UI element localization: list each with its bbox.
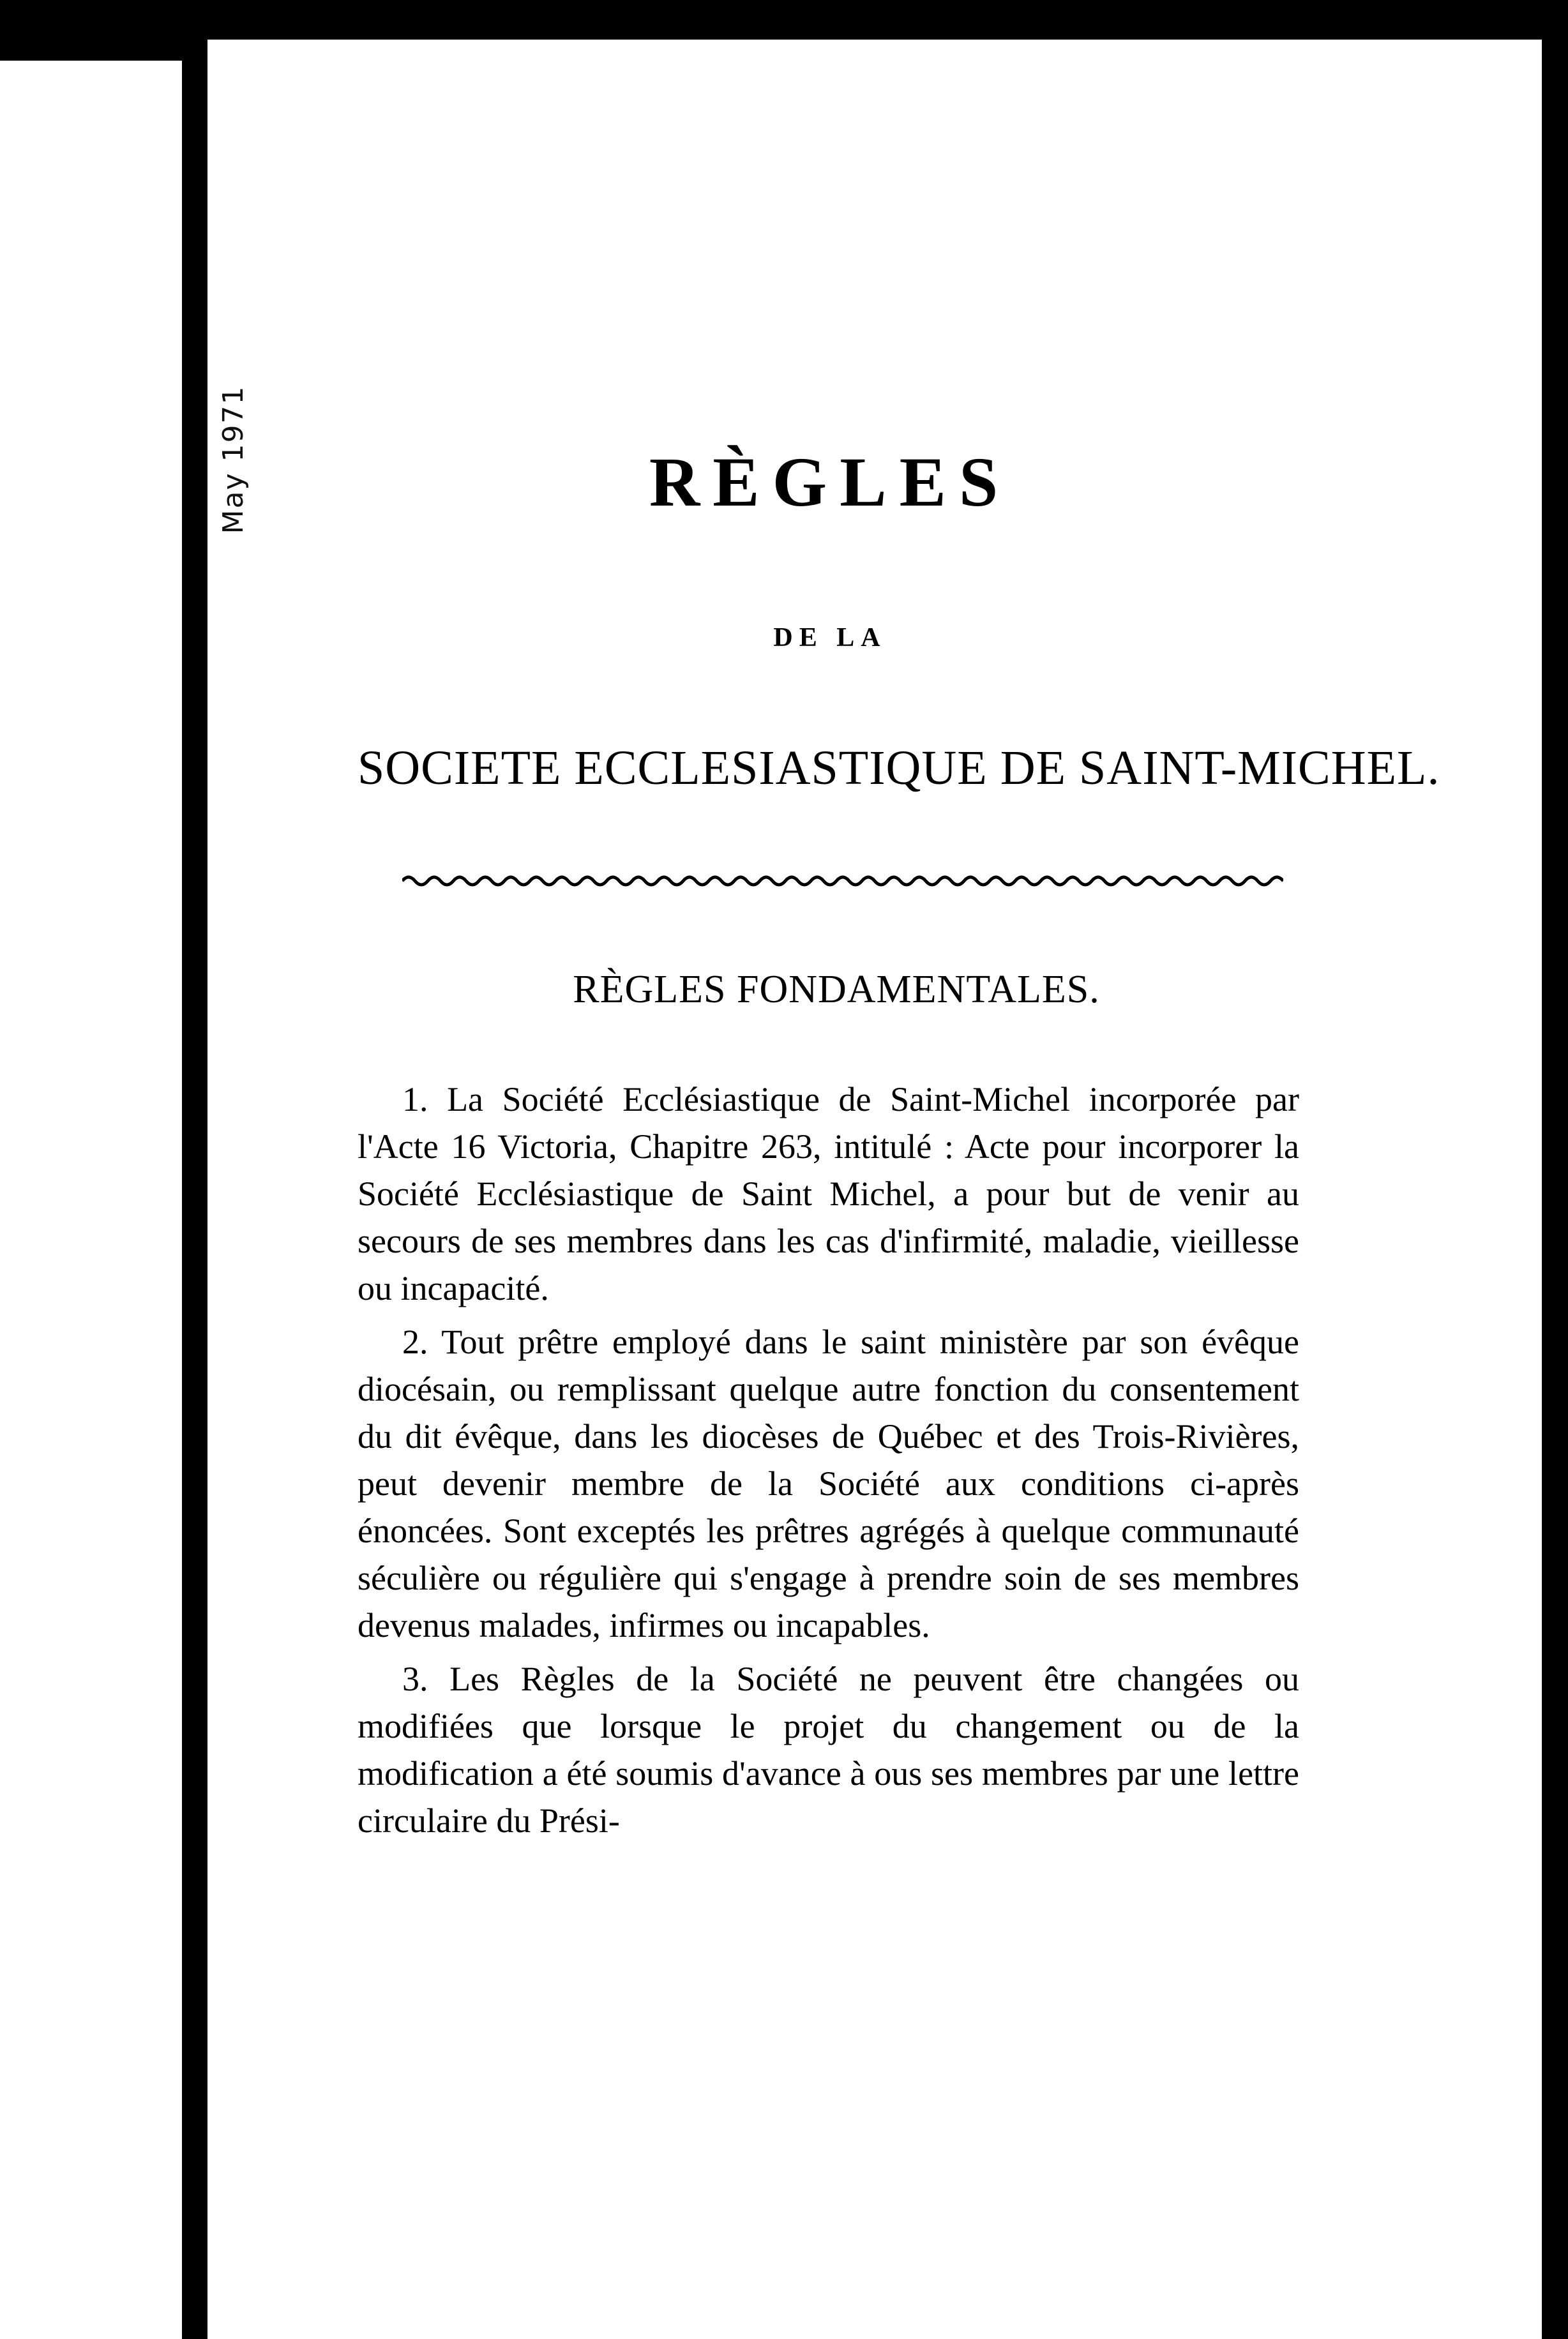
page-right-border — [1542, 26, 1568, 2339]
handwritten-margin-note: May 1971 — [216, 385, 250, 534]
section-heading: RÈGLES FONDAMENTALES. — [573, 968, 1100, 1011]
document-title: RÈGLES — [649, 443, 1011, 521]
paragraph-3: 3. Les Règles de la Société ne peuvent être changées ou modifiées que lorsque le projet du changement ou de la modification a été soumis d'avance à ous ses membres par une lettre circulaire du Prési- — [358, 1660, 1299, 1840]
title-connector: DE LA — [773, 623, 887, 652]
paragraph-2: 2. Tout prêtre employé dans le saint ministère par son évêque diocésain, ou remplissant quelque autre fonction du consentement du dit évêque, dans les diocèses de Québec et des Trois-Rivières, peut devenir membre de la Société aux conditions ci-après énoncées. Sont exceptés les prêtres agrégés à quelque communauté séculière ou régulière qui s'engage à prendre soin de ses membres devenus malades, infirmes ou incapables. — [358, 1323, 1299, 1644]
society-name: SOCIETE ECCLESIASTIQUE DE SAINT-MICHEL. — [358, 741, 1440, 795]
body-text — [358, 1076, 1299, 1851]
facing-page-edge — [0, 61, 182, 2339]
wavy-divider — [402, 868, 1283, 894]
paragraph-1: 1. La Société Ecclésiastique de Saint-Michel incorporée par l'Acte 16 Victoria, Chapitre 263, intitulé : Acte pour incorporer la Société Ecclésiastique de Saint Michel, a pour but de venir au secours de ses membres dans les cas d'infirmité, maladie, vieillesse ou incapacité. — [358, 1080, 1299, 1307]
